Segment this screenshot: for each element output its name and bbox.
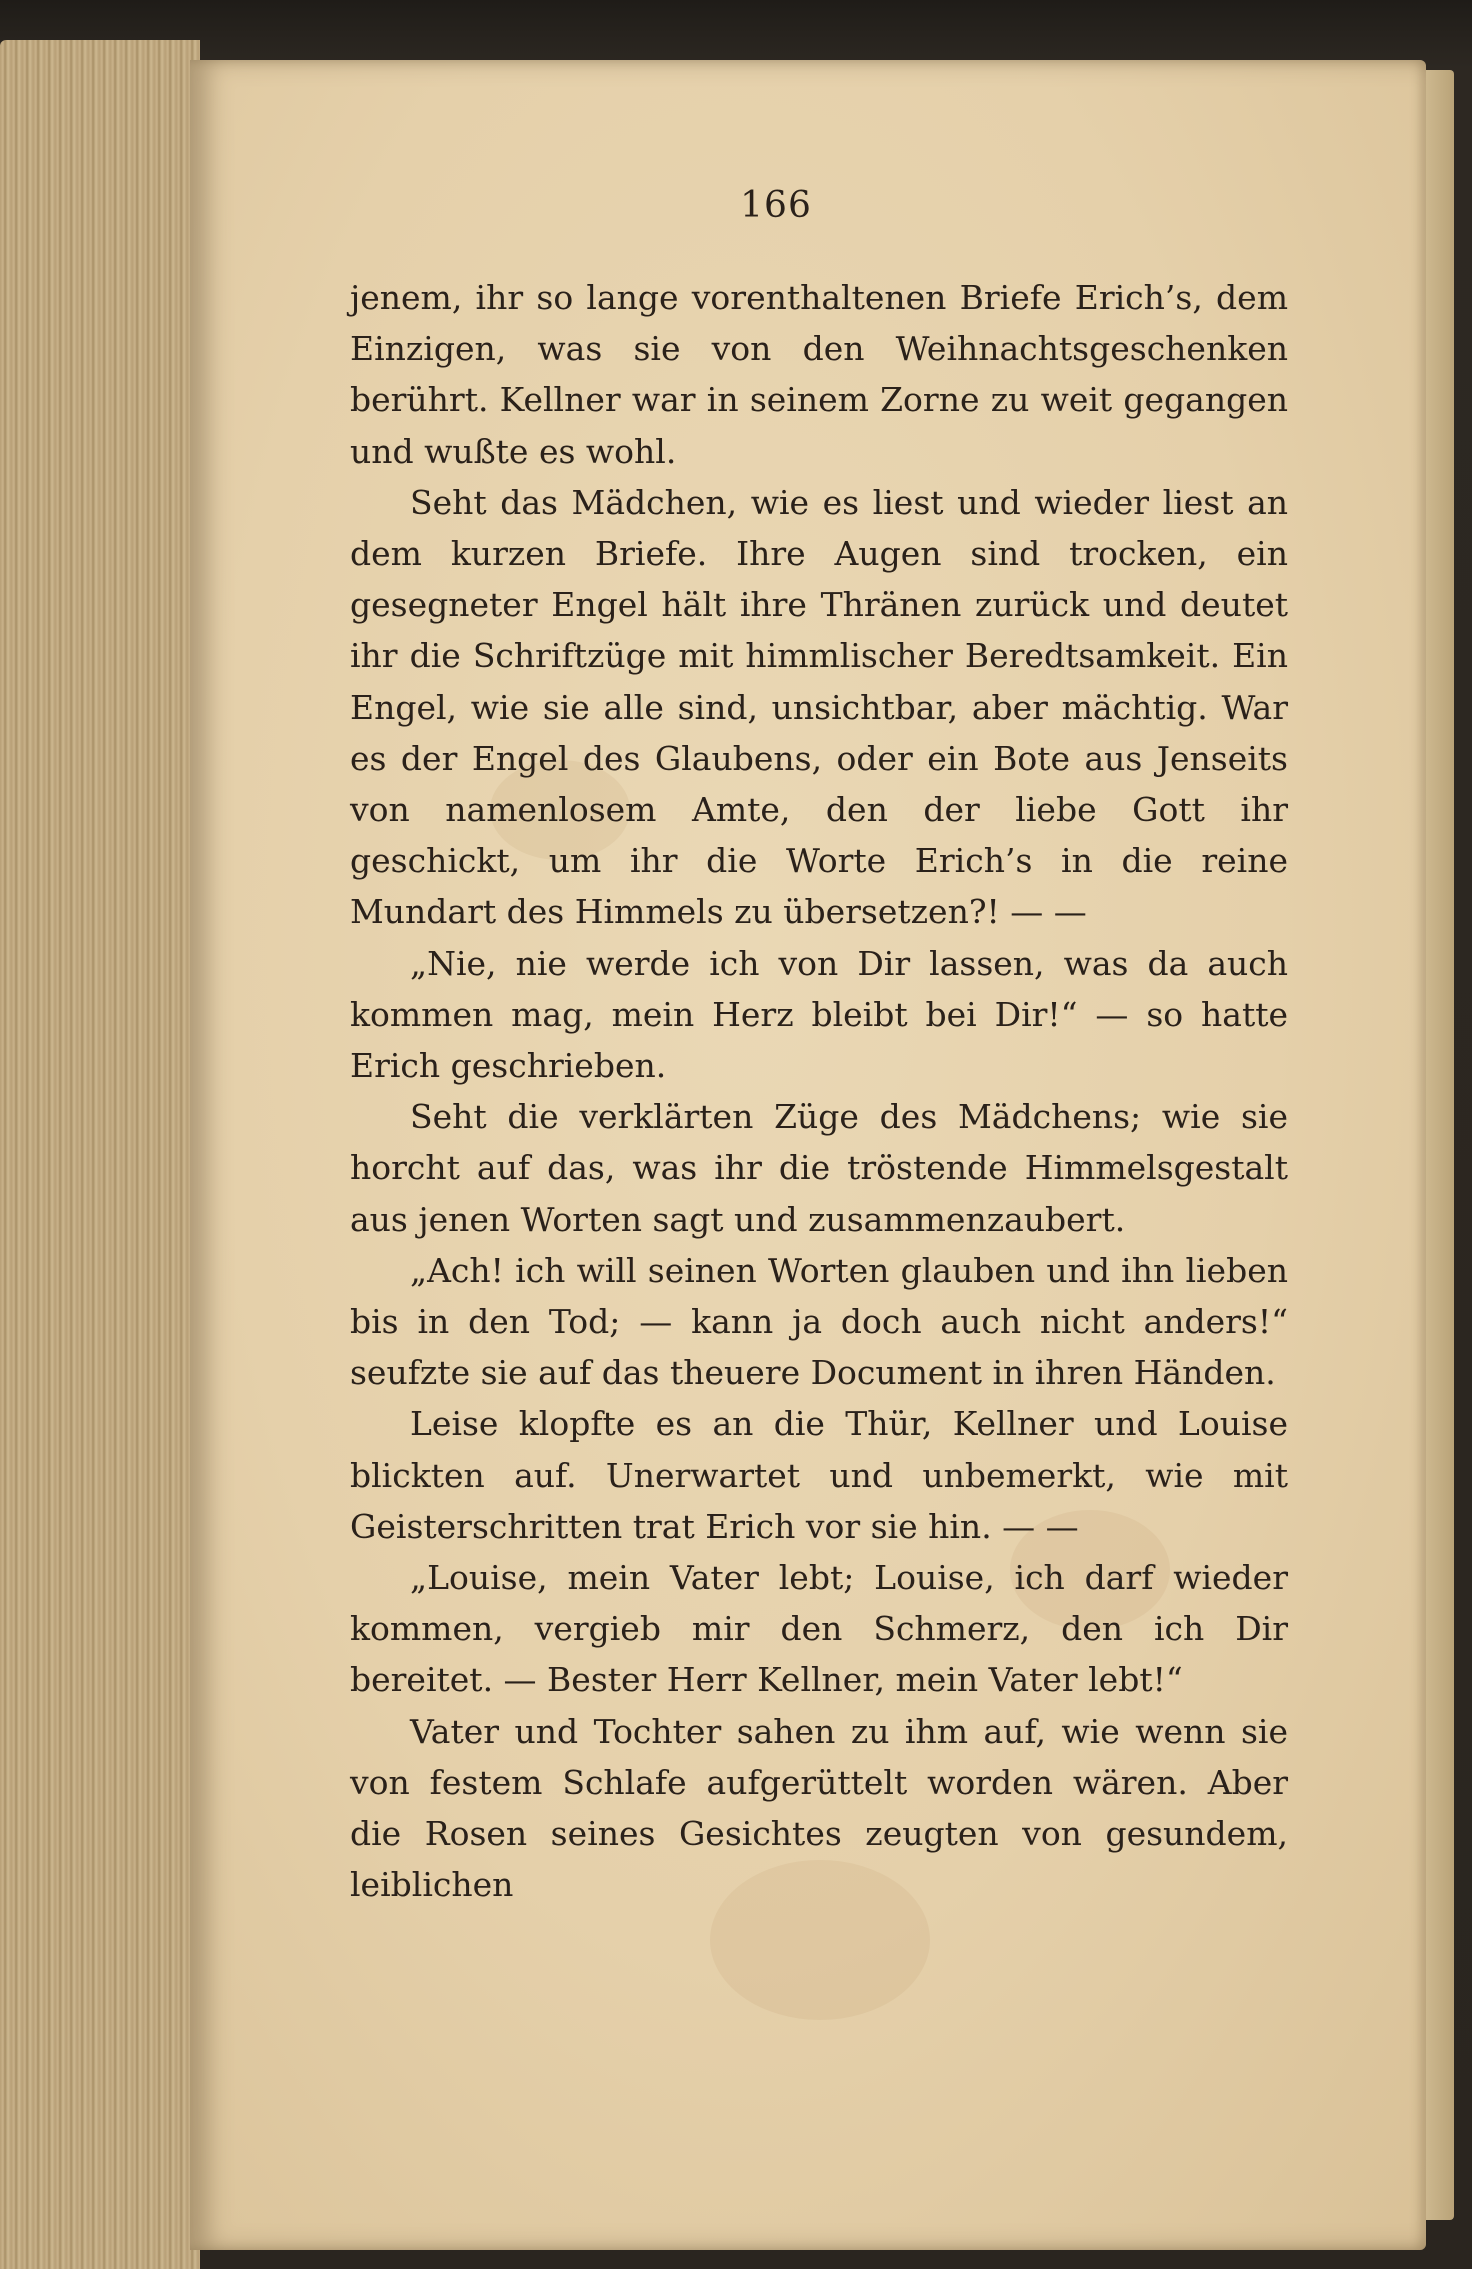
paragraph: „Louise, mein Vater lebt; Louise, ich darf wieder kommen, vergieb mir den Schmerz, den ich Dir bereitet. — Bester Herr Kellner, mein Vater lebt!“	[350, 1558, 1288, 1700]
paragraph: Leise klopfte es an die Thür, Kellner und Louise blickten auf. Unerwartet und unbemerkt, wie mit Geisterschritten trat Erich vor sie hin. — —	[350, 1404, 1288, 1546]
paragraph: Seht das Mädchen, wie es liest und wieder liest an dem kurzen Briefe. Ihre Augen sind trocken, ein gesegneter Engel hält ihre Thränen zurück und deutet ihr die Schriftzüge mit himmlischer Beredtsamkeit. Ein Engel, wie sie alle sind, unsichtbar, aber mächtig. War es der Engel des Glaubens, oder ein Bote aus Jenseits von namenlosem Amte, den der liebe Gott ihr geschickt, um ihr die Worte Erich’s in die reine Mundart des Himmels zu übersetzen?! — —	[350, 482, 1288, 932]
paragraph: „Ach! ich will seinen Worten glauben und ihn lieben bis in den Tod; — kann ja doch auch nicht anders!“ seufzte sie auf das theuere Document in ihren Händen.	[350, 1250, 1288, 1393]
paragraph: jenem, ihr so lange vorenthaltenen Briefe Erich’s, dem Einzigen, was sie von den Weihnachtsgeschenken berührt. Kellner war in seinem Zorne zu weit gegangen und wußte es wohl.	[350, 278, 1288, 471]
paragraph: Vater und Tochter sahen zu ihm auf, wie wenn sie von festem Schlafe aufgerüttelt worden wären. Aber die Rosen seines Gesichtes zeugten von gesundem, leiblichen	[350, 1711, 1288, 1905]
paragraph: „Nie, nie werde ich von Dir lassen, was da auch kommen mag, mein Herz bleibt bei Dir!“ — so hatte Erich geschrieben.	[350, 943, 1288, 1086]
body-text	[350, 272, 1288, 1911]
page-right-edge	[1426, 70, 1454, 2220]
page-number: 166	[740, 185, 812, 226]
paragraph: Seht die verklärten Züge des Mädchens; wie sie horcht auf das, was ihr die tröstende Himmelsgestalt aus jenen Worten sagt und zusammenzaubert.	[350, 1097, 1288, 1239]
book-page-stack	[0, 40, 200, 2269]
